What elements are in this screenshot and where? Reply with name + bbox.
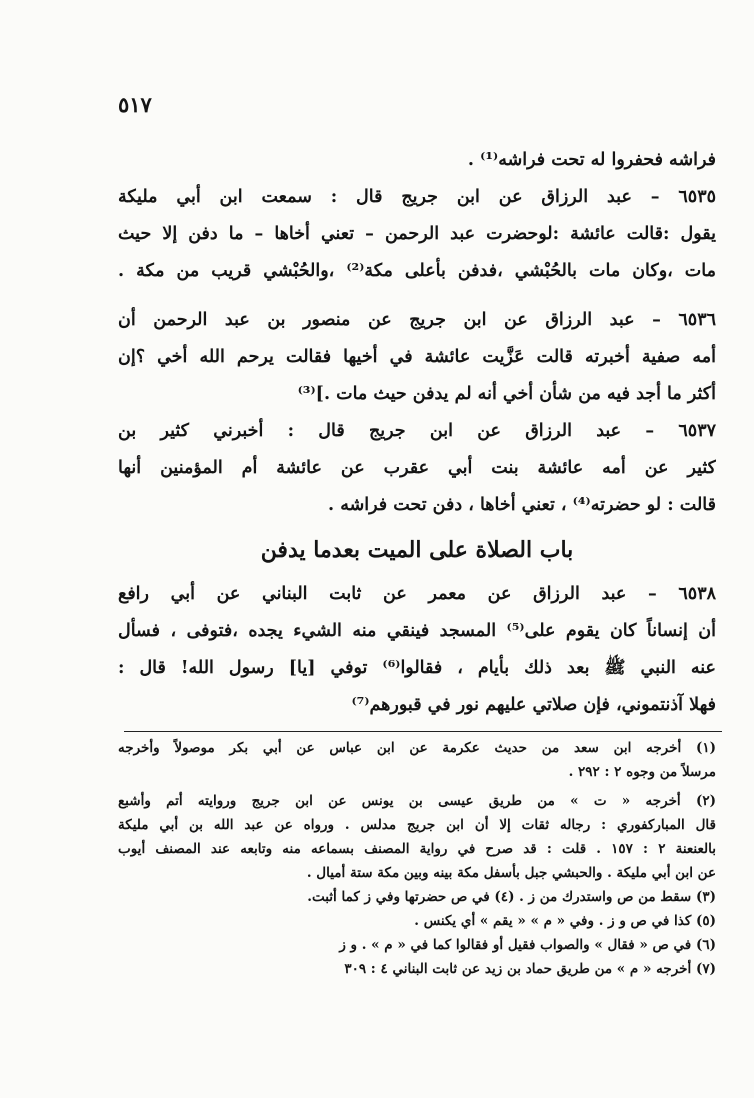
chapter-heading: باب الصلاة على الميت بعدما يدفن (260, 537, 574, 563)
hadith-6536-line: ٦٥٣٦ – عبد الرزاق عن ابن جريج عن منصور بن عبد الرحمن أن (118, 310, 716, 330)
footnote-line: عن ابن أبي مليكة . والحبشي جبل بأسفل مكة بينه وبين مكة ستة أميال . (306, 865, 716, 881)
footnote-line: (٧) أخرجه « م » من طريق حماد بن زيد عن ثابت البناني ٤ : ٣٠٩ (344, 961, 716, 977)
footnote-line: (٦) في ص « فقال » والصواب فقيل أو فقالوا كما في « م » . و ز (339, 937, 716, 953)
text-line: يقول :قالت عائشة :لوحضرت عبد الرحمن – تعني أخاها – ما دفن إلا حيث (118, 224, 716, 244)
text-line: فراشه فحفروا له تحت فراشه⁽¹⁾ . (467, 150, 716, 170)
text-line: عنه النبي ﷺ بعد ذلك بأيام ، فقالوا⁽⁶⁾ توفي [يا] رسول الله! قال : (118, 658, 716, 678)
footnote-line: بالعنعنة ٢ : ١٥٧ . قلت : قد صرح في رواية المصنف بسماعه منه وتابعه عند المصنف أيوب (118, 841, 716, 857)
main-text (118, 142, 716, 724)
text-line: مات ،وكان مات بالحُبْشي ،فدفن بأعلى مكة⁽²⁾ ،والحُبْشي قريب من مكة . (118, 261, 716, 281)
footnote-line: (٣) سقط من ص واستدرك من ز . (٤) في ص حضرتها وفي ز كما أثبت. (307, 889, 716, 905)
text-line: كثير عن أمه عائشة بنت أبي عقرب عن عائشة أم المؤمنين أنها (118, 458, 716, 478)
text-line: أن إنساناً كان يقوم على⁽⁵⁾ المسجد فينقي منه الشيء يجده ،فتوفى ، فسأل (118, 621, 716, 641)
footnote-line: (١) أخرجه ابن سعد من حديث عكرمة عن ابن عباس عن أبي بكر موصولاً وأخرجه (118, 740, 716, 756)
footnote-line: قال المباركفوري : رجاله ثقات إلا أن ابن جريج مدلس . ورواه عن عبد الله بن أبي مليكة (118, 817, 716, 833)
footnote-line: (٢) أخرجه « ت » من طريق عيسى بن يونس عن ابن جريج وروايته أتم وأشبع (118, 793, 716, 809)
page-number: ٥١٧ (118, 92, 152, 117)
footnotes (118, 736, 716, 981)
text-line: قالت : لو حضرته⁽⁴⁾ ، تعني أخاها ، دفن تحت فراشه . (328, 495, 716, 515)
hadith-6537-line: ٦٥٣٧ – عبد الرزاق عن ابن جريج قال : أخبرني كثير بن (118, 421, 716, 441)
text-line: فهلا آذنتموني، فإن صلاتي عليهم نور في قبورهم⁽⁷⁾ (351, 695, 716, 715)
hadith-6538-line: ٦٥٣٨ – عبد الرزاق عن معمر عن ثابت البناني عن أبي رافع (118, 584, 716, 604)
footnote-line: (٥) كذا في ص و ز . وفي « م » « يقم » أي يكنس . (414, 913, 716, 929)
footnote-divider (124, 731, 722, 732)
hadith-6535-line: ٦٥٣٥ – عبد الرزاق عن ابن جريج قال : سمعت ابن أبي مليكة (118, 187, 716, 207)
text-line: أكثر ما أجد فيه من شأن أخي أنه لم يدفن حيث مات .]⁽³⁾ (297, 384, 716, 404)
footnote-line: مرسلاً من وجوه ٢ : ٢٩٢ . (568, 764, 716, 780)
text-line: أمه صفية أخبرته قالت عَزَّيت عائشة في أخيها فقالت يرحم الله أخي ؟إن (118, 347, 716, 367)
